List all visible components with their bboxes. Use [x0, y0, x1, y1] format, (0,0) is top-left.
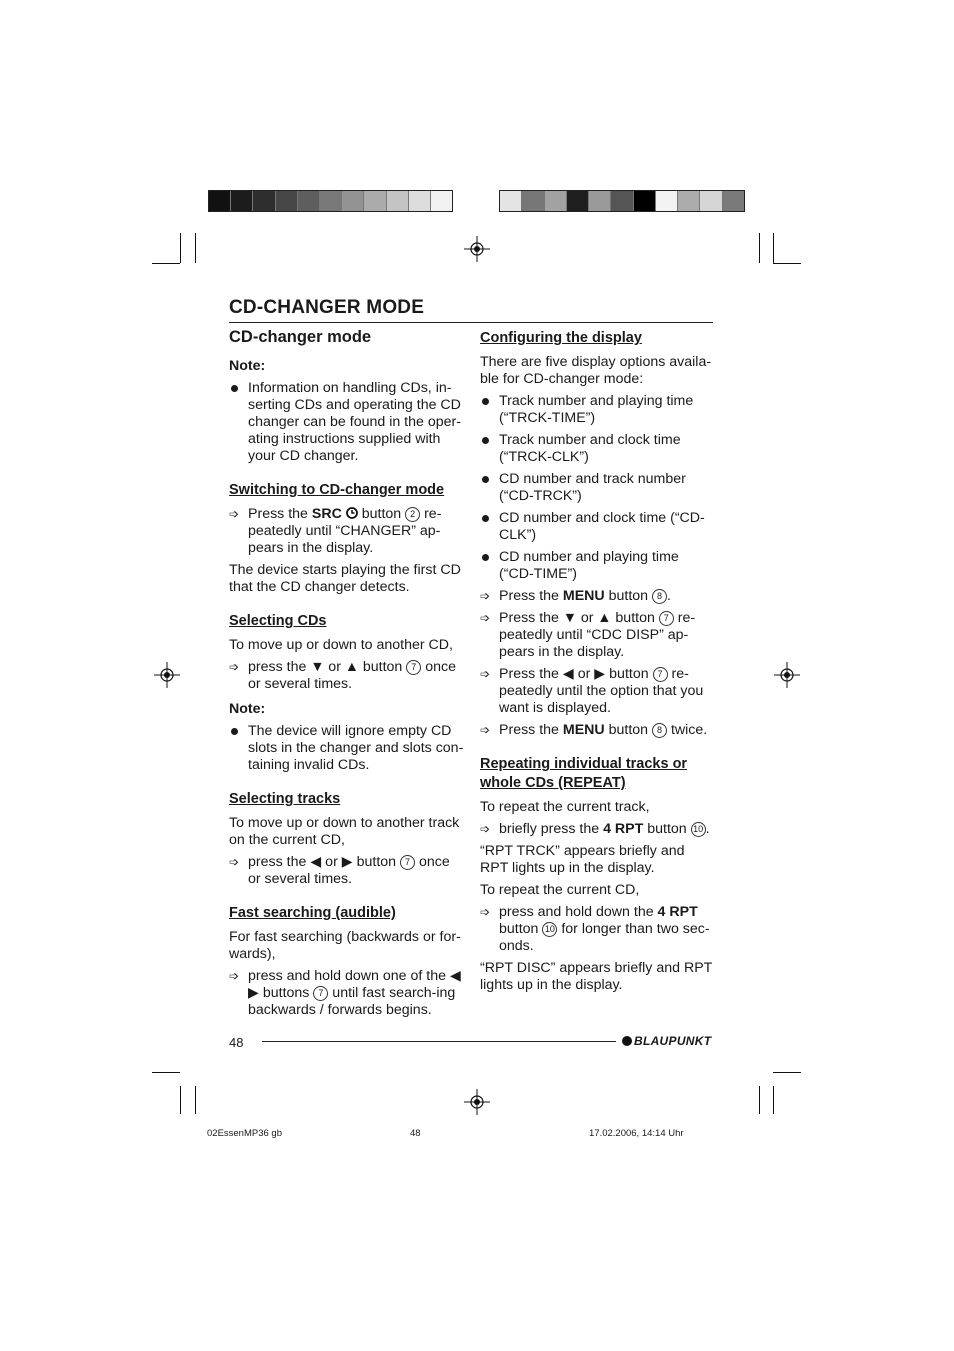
- step-arrow-icon: ➩: [480, 723, 491, 737]
- color-swatch: [431, 191, 452, 211]
- paragraph: To repeat the current CD,: [480, 882, 640, 898]
- color-swatch: [723, 191, 744, 211]
- color-swatch: [276, 191, 298, 211]
- registration-mark-right-icon: [774, 662, 800, 688]
- paragraph: To move up or down to another CD,: [229, 637, 453, 653]
- step-arrow-icon: ➩: [480, 667, 491, 681]
- button-number-badge: 8: [652, 589, 667, 604]
- left-arrow-icon: ◀: [310, 854, 322, 870]
- fast-search-heading: Fast searching (audible): [229, 905, 396, 921]
- color-swatch: [320, 191, 342, 211]
- color-swatch: [567, 191, 589, 211]
- footer-filename: 02EssenMP36 gb: [207, 1128, 282, 1139]
- paragraph: The device starts playing the first CD that the CD changer detects.: [229, 562, 461, 595]
- paragraph: To repeat the current track,: [480, 799, 650, 815]
- step-arrow-icon: ➩: [229, 507, 240, 521]
- button-number-badge: 7: [313, 986, 328, 1001]
- button-number-badge: 7: [406, 660, 421, 675]
- button-number-badge: 7: [659, 611, 674, 626]
- step-arrow-icon: ➩: [229, 660, 240, 674]
- option-item: Track number and clock time (“TRCK-CLK”): [480, 432, 715, 466]
- registration-mark-bottom-icon: [464, 1089, 490, 1115]
- repeat-step-2: ➩ press and hold down the 4 RPT button 10 for longer than two sec-onds.: [480, 904, 710, 954]
- color-swatch: [589, 191, 611, 211]
- note-item: The device will ignore empty CD slots in the changer and slots con-taining invalid CDs.: [229, 723, 464, 774]
- option-item: CD number and clock time (“CD-CLK”): [480, 510, 715, 544]
- paragraph: To move up or down to another track on the current CD,: [229, 815, 460, 848]
- color-swatch: [342, 191, 364, 211]
- color-swatch: [545, 191, 567, 211]
- up-arrow-icon: ▲: [344, 659, 359, 675]
- config-step-4: ➩ Press the MENU button 8 twice.: [480, 722, 708, 738]
- left-arrow-icon: ◀: [449, 968, 461, 984]
- page-title: CD-CHANGER MODE: [229, 297, 425, 318]
- selecting-cds-step: ➩ press the ▼ or ▲ button 7 once or several times.: [229, 659, 456, 692]
- button-number-badge: 10: [542, 922, 557, 937]
- paragraph: For fast searching (backwards or for-wards),: [229, 929, 461, 962]
- step-arrow-icon: ➩: [229, 855, 240, 869]
- color-swatch: [634, 191, 656, 211]
- footer-rule: [262, 1041, 616, 1042]
- footer-page: 48: [410, 1128, 421, 1139]
- color-swatch: [700, 191, 722, 211]
- selecting-tracks-step: ➩ press the ◀ or ▶ button 7 once or several times.: [229, 854, 450, 887]
- repeat-step-1: ➩ briefly press the 4 RPT button 10 .: [480, 821, 710, 837]
- config-heading: Configuring the display: [480, 330, 642, 346]
- color-swatch: [678, 191, 700, 211]
- page-number: 48: [229, 1035, 244, 1050]
- color-swatch: [387, 191, 409, 211]
- button-number-badge: 7: [400, 855, 415, 870]
- switching-heading: Switching to CD-changer mode: [229, 482, 445, 498]
- left-column: [229, 329, 464, 1019]
- config-step-1: ➩ Press the MENU button 8 .: [480, 588, 671, 604]
- left-arrow-icon: ◀: [562, 666, 574, 682]
- option-item: CD number and playing time (“CD-TIME”): [480, 549, 715, 583]
- registration-mark-left-icon: [154, 662, 180, 688]
- step-arrow-icon: ➩: [480, 905, 491, 919]
- section-heading: CD-changer mode: [229, 328, 372, 346]
- right-arrow-icon: ▶: [248, 985, 259, 1001]
- brand-logo: BLAUPUNKT: [622, 1034, 711, 1048]
- right-arrow-icon: ▶: [594, 666, 606, 682]
- color-swatch: [500, 191, 522, 211]
- repeat-heading: Repeating individual tracks or whole CDs (REPEAT): [480, 756, 688, 791]
- color-swatch: [409, 191, 431, 211]
- step-arrow-icon: ➩: [229, 969, 240, 983]
- clock-icon: [346, 507, 358, 519]
- down-arrow-icon: ▼: [562, 610, 577, 626]
- registration-mark-top-icon: [464, 236, 490, 262]
- step-arrow-icon: ➩: [480, 611, 491, 625]
- title-rule: [229, 322, 713, 323]
- switching-step: ➩ Press the SRC button 2 re-peatedly until “CHANGER” ap-pears in the display.: [229, 506, 442, 556]
- right-color-bar: [499, 190, 745, 212]
- color-swatch: [364, 191, 386, 211]
- option-item: Track number and playing time (“TRCK-TIME”): [480, 393, 715, 427]
- note-label: Note:: [229, 358, 266, 374]
- option-item: CD number and track number (“CD-TRCK”): [480, 471, 715, 505]
- config-step-2: ➩ Press the ▼ or ▲ button 7 re-peatedly until “CDC DISP” ap-pears in the display.: [480, 610, 696, 660]
- up-arrow-icon: ▲: [597, 610, 612, 626]
- right-arrow-icon: ▶: [341, 854, 353, 870]
- paragraph: “RPT DISC” appears briefly and RPT lights up in the display.: [480, 960, 713, 993]
- fast-search-step: ➩ press and hold down one of the ◀ ▶ buttons 7 until fast search-ing backwards / forwards begins.: [229, 968, 461, 1018]
- config-step-3: ➩ Press the ◀ or ▶ button 7 re-peatedly until the option that you want is displayed.: [480, 666, 704, 716]
- footer-date: 17.02.2006, 14:14 Uhr: [589, 1128, 684, 1139]
- note-label: Note:: [229, 701, 266, 717]
- color-swatch: [611, 191, 633, 211]
- color-swatch: [298, 191, 320, 211]
- button-number-badge: 10: [691, 822, 706, 837]
- paragraph: There are five display options availa-ble for CD-changer mode:: [480, 354, 712, 387]
- color-swatch: [209, 191, 231, 211]
- left-color-bar: [208, 190, 453, 212]
- button-number-badge: 2: [405, 507, 420, 522]
- color-swatch: [656, 191, 678, 211]
- button-number-badge: 8: [652, 723, 667, 738]
- selecting-cds-heading: Selecting CDs: [229, 613, 327, 629]
- color-swatch: [231, 191, 253, 211]
- step-arrow-icon: ➩: [480, 822, 491, 836]
- color-swatch: [253, 191, 275, 211]
- right-column: [480, 329, 715, 994]
- brand-dot-icon: [622, 1036, 632, 1046]
- selecting-tracks-heading: Selecting tracks: [229, 791, 341, 807]
- step-arrow-icon: ➩: [480, 589, 491, 603]
- paragraph: “RPT TRCK” appears briefly and RPT lights up in the display.: [480, 843, 685, 876]
- button-number-badge: 7: [653, 667, 668, 682]
- note-item: Information on handling CDs, in-serting CDs and operating the CD changer can be found in the oper-ating instructions supplied with your CD changer.: [229, 380, 464, 465]
- color-swatch: [522, 191, 544, 211]
- down-arrow-icon: ▼: [310, 659, 325, 675]
